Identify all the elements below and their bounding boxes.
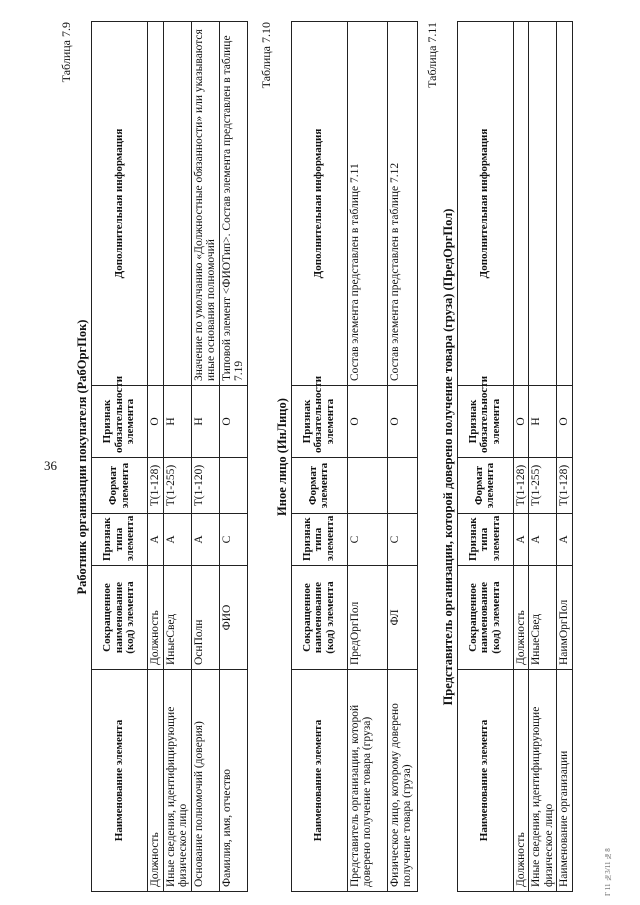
table-number: Таблица 7.11 [424, 22, 439, 88]
cell-type: А [513, 514, 529, 566]
data-table [91, 21, 248, 892]
data-table [291, 21, 418, 892]
table-row [557, 22, 573, 892]
cell-mandatory: О [387, 386, 417, 458]
cell-format: T(1-128) [148, 458, 164, 514]
cell-mandatory: О [347, 386, 387, 458]
header-row [457, 22, 513, 892]
cell-mandatory: О [557, 386, 573, 458]
cell-format: T(1-128) [513, 458, 529, 514]
cell-format: T(1-120) [191, 458, 219, 514]
header-info: Дополнительная информация [291, 22, 347, 386]
table-block-7-10 [258, 22, 418, 892]
cell-info: Состав элемента представлен в таблице 7.12 [387, 22, 417, 386]
cell-info: Значение по умолчанию «Должностные обязанности» или указываются иные основания полномочий [191, 22, 219, 386]
header-info: Дополнительная информация [457, 22, 513, 386]
cell-code: ПредОргПол [347, 566, 387, 670]
table-row [347, 22, 387, 892]
rotated-content [58, 22, 598, 892]
cell-name: Основание полномочий (доверия) [191, 670, 219, 892]
data-table [457, 21, 573, 892]
header-code: Сокращенное наименование (код) элемента [92, 566, 148, 670]
cell-info: Состав элемента представлен в таблице 7.11 [347, 22, 387, 386]
table-row [191, 22, 219, 892]
cell-name: Должность [513, 670, 529, 892]
table-block-7-9 [58, 22, 248, 892]
header-code: Сокращенное наименование (код) элемента [291, 566, 347, 670]
table-row [529, 22, 557, 892]
cell-code: Должность [513, 566, 529, 670]
cell-type: С [219, 514, 247, 566]
footnote: Г 11 №3/11 №8 [604, 848, 612, 896]
cell-format: T(1-128) [557, 458, 573, 514]
cell-info: Типовой элемент <ФИОТип>. Состав элемента представлен в таблице 7.19 [219, 22, 247, 386]
header-format: Формат элемента [291, 458, 347, 514]
cell-type: С [347, 514, 387, 566]
cell-type: А [191, 514, 219, 566]
cell-mandatory: Н [163, 386, 191, 458]
cell-name: Иные сведения, идентифицирующие физическое лицо [163, 670, 191, 892]
table-caption: Работник организации покупателя (РабОргПок) [75, 319, 89, 595]
table-caption: Иное лицо (ИнЛицо) [274, 398, 289, 516]
cell-type: А [557, 514, 573, 566]
header-mandatory: Признак обязательности элемента [457, 386, 513, 458]
table-caption: Представитель организации, которой доверено получение товара (груза) (ПредОргПол) [440, 208, 455, 706]
header-name: Наименование элемента [92, 670, 148, 892]
cell-format [219, 458, 247, 514]
cell-type: А [148, 514, 164, 566]
header-type: Признак типа элемента [457, 514, 513, 566]
cell-name: Наименование организации [557, 670, 573, 892]
cell-mandatory: О [513, 386, 529, 458]
page-number: 36 [44, 458, 57, 473]
cell-code: ИныеСвед [163, 566, 191, 670]
table-row [163, 22, 191, 892]
cell-name: Представитель организации, которой доверено получение товара (груза) [347, 670, 387, 892]
cell-name: Иные сведения, идентифицирующие физическое лицо [529, 670, 557, 892]
cell-mandatory: О [148, 386, 164, 458]
cell-info [163, 22, 191, 386]
header-name: Наименование элемента [457, 670, 513, 892]
cell-mandatory: Н [529, 386, 557, 458]
header-row [92, 22, 148, 892]
header-row [291, 22, 347, 892]
cell-type: С [387, 514, 417, 566]
header-mandatory: Признак обязательности элемента [92, 386, 148, 458]
cell-code: НаимОргПол [557, 566, 573, 670]
cell-type: А [529, 514, 557, 566]
cell-type: А [163, 514, 191, 566]
cell-format: T(1-255) [163, 458, 191, 514]
cell-mandatory: О [219, 386, 247, 458]
cell-info [148, 22, 164, 386]
cell-format [347, 458, 387, 514]
header-type: Признак типа элемента [92, 514, 148, 566]
cell-name: Должность [148, 670, 164, 892]
header-format: Формат элемента [457, 458, 513, 514]
cell-name: Фамилия, имя, отчество [219, 670, 247, 892]
table-row [387, 22, 417, 892]
table-row [513, 22, 529, 892]
header-mandatory: Признак обязательности элемента [291, 386, 347, 458]
cell-code: ОснПолн [191, 566, 219, 670]
header-code: Сокращенное наименование (код) элемента [457, 566, 513, 670]
header-name: Наименование элемента [291, 670, 347, 892]
cell-code: Должность [148, 566, 164, 670]
cell-format: T(1-255) [529, 458, 557, 514]
cell-code: ИныеСвед [529, 566, 557, 670]
table-row [148, 22, 164, 892]
table-number: Таблица 7.9 [59, 22, 73, 83]
cell-format [387, 458, 417, 514]
header-type: Признак типа элемента [291, 514, 347, 566]
header-format: Формат элемента [92, 458, 148, 514]
cell-code: ФЛ [387, 566, 417, 670]
header-info: Дополнительная информация [92, 22, 148, 386]
table-block-7-11 [424, 22, 573, 892]
cell-mandatory: Н [191, 386, 219, 458]
table-number: Таблица 7.10 [258, 22, 273, 89]
cell-code: ФИО [219, 566, 247, 670]
table-row [219, 22, 247, 892]
cell-name: Физическое лицо, которому доверено получение товара (груза) [387, 670, 417, 892]
cell-info [513, 22, 529, 386]
cell-info [557, 22, 573, 386]
cell-info [529, 22, 557, 386]
